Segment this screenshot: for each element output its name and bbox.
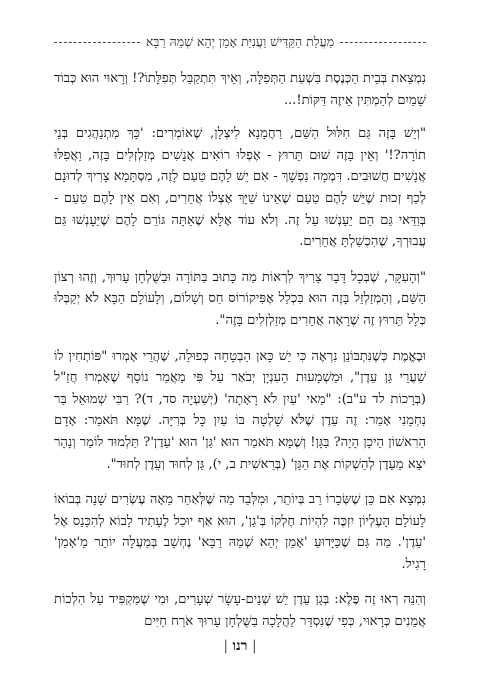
page-number: רנו [232, 638, 248, 654]
paragraph-3: "וְהָעִקָּר, שֶׁבְּכָל דָּבָר צָרִיךְ לִרְאוֹת מַה כָּתוּב בַּתּוֹרָה וּבַשֻּׁלְחָן עָרוּךְ, וְזֶהוּ רְצוֹן הַשֵּׁם, וְהַמְזַלְזֵל בָּזֶה הוּא בִּכְלַל אֶפִּיקוֹרוֹס חַס וְשָׁלוֹם, וְלָעוֹלָם הַבָּא לֹא יְקַבְּלוּ כְּלָל תֵּרוּץ זֶה שֶׁרָאָה אֲחֵרִים מְזַלְזְלִים בָּזֶה". [54, 269, 426, 328]
running-header [54, 34, 426, 50]
paragraph-2: "וְיֵשׁ בָּזֶה גַּם חִלּוּל הַשֵּׁם, רַחֲמָנָא לִיצְלָן, שֶׁאוֹמְרִים: 'כָּךְ מִתְנַהֲגִים בְּנֵי תוֹרָה?!' וְאֵין בָּזֶה שׁוּם תֵּרוּץ - אֶפְלוּ רוֹאִים אֲנָשִׁים מְזַלְזְלִים בָּזֶה, וַאֲפִלּוּ אֲנָשִׁים חֲשׁוּבִים. דִּמְמָה נַפְשָׁךְ - אִם יֵשׁ לָהֶם טַעַם לָזֶה, מִסְתָּמָא צָרִיךְ לְדוּנָם לְכַף זְכוּת שֶׁיֵּשׁ לָהֶם טַעַם שֶׁאֵינוֹ שַׁיָּךְ אֶצְלוֹ אֲחֵרִים, וְאִם אֵין לָהֶם טַעַם - בְּוַדַּאי גַּם הֵם יֵעָנְשׁוּ עַל זֶה. וְלֹא עוֹד אֶלָּא שֶׁאַתָּה גּוֹרֵם לָהֶם שֶׁיֵּעָנְשׁוּ גַּם עֲבוּרְךָ, שֶׁהִכְשַׁלְתָּ אֲחֵרִים. [54, 126, 426, 250]
paragraph-4: וּבֶאֱמֶת כְּשֶׁנִּתְבּוֹנֵן נִרְאֶה כִּי יֵשׁ כָּאן הַבְטָחָה כְּפוּלָה, שֶׁהֲרֵי אָמְרוּ "פּוֹתְחִין לוֹ שַׁעֲרֵי גַּן עֵדֶן", וּמַשְׁמָעוּת הָעִנְיָן יְבֹאַר עַל פִּי מַאֲמַר נוֹסָף שֶׁאָמְרוּ חֲזַ"ל (בְּרָכוֹת לד ע"ב): "מַאי 'עַיִן לֹא רָאָתָה' (יְשַׁעְיָה סד, ד)? רַבִּי שְׁמוּאֵל בַּר נַחְמָנִי אָמַר: זֶה עֵדֶן שֶׁלֹּא שָׁלְטָה בּוֹ עַיִן כָּל בְּרִיָּה. שֶׁמָּא תֹּאמַר: אָדָם הָרִאשׁוֹן הֵיכָן הָיָה? בַּגָּן! וְשֶׁמָּא תֹּאמַר הוּא 'גַּן' הוּא 'עֵדֶן'? תַּלְמוּד לוֹמַר וְנָהָר יֹצֵא מֵעֵדֶן לְהַשְׁקוֹת אֶת הַגָּן' (בְּרֵאשִׁית ב, י), גַּן לְחוּד וְעֵדֶן לְחוּד". [54, 348, 426, 472]
paragraph-6: וְהִנֵּה רְאוּ זֶה פֶּלֶא: בְּגַן עֵדֶן יֵשׁ שְׁנֵים-עָשָׂר שְׁעָרִים, וּמִי שֶׁמַּקְפִּיד עַל הִלְכוֹת אֲמֵנִים כְּרָאוּי, כְּפִי שֶׁנִּסְדַּר לַהֲלָכָה בַּשֻּׁלְחָן עָרוּךְ אֹרַח חַיִּים [54, 592, 426, 630]
header-title: מַעֲלַת הַקַּדִּישׁ וַעֲנִיַּת אָמֵן יְהֵא שְׁמֵהּ רַבָּא [145, 34, 335, 49]
paragraph-5: נִמְצָא אִם כֵּן שֶׁשְּׂכָרוֹ רַב בְּיוֹתֵר, וּמִלְּבַד מַה שֶּׁלְּאַחַר מֵאָה עֶשְׂרִים שָׁנָה בְּבוֹאוֹ לָעוֹלָם הָעֶלְיוֹן יִזְכֶּה לִהְיוֹת חֶלְקוֹ בְּ'גַן', הוּא אַף יוּכַל לֶעָתִיד לָבוֹא לְהִכָּנֵס אֶל 'עֵדֶן'. מַה גַּם שֶׁכַּיָּדוּעַ 'אָמֵן יְהֵא שְׁמֵהּ רַבָּא' נֶחְשָׁב בְּמַעֲלָה יוֹתֵר מֵ'אָמֵן' רָגִיל. [54, 492, 426, 572]
paragraph-1: נִמְצֵאת בְּבֵית הַכְּנֶסֶת בִּשְׁעַת הַתְּפִלָּה, וְאֵיךְ תִּתְקַבֵּל תְּפִלָּתוֹ?! וְרָאוּי הוּא כְּבוֹד שָׁמַיִם לְהַמְתִּין אֵיזֶה דַּקּוֹת!... [54, 71, 426, 108]
header-rule-right [340, 42, 426, 43]
page-footer: | רנו | [223, 638, 257, 654]
header-rule-left [54, 42, 140, 43]
